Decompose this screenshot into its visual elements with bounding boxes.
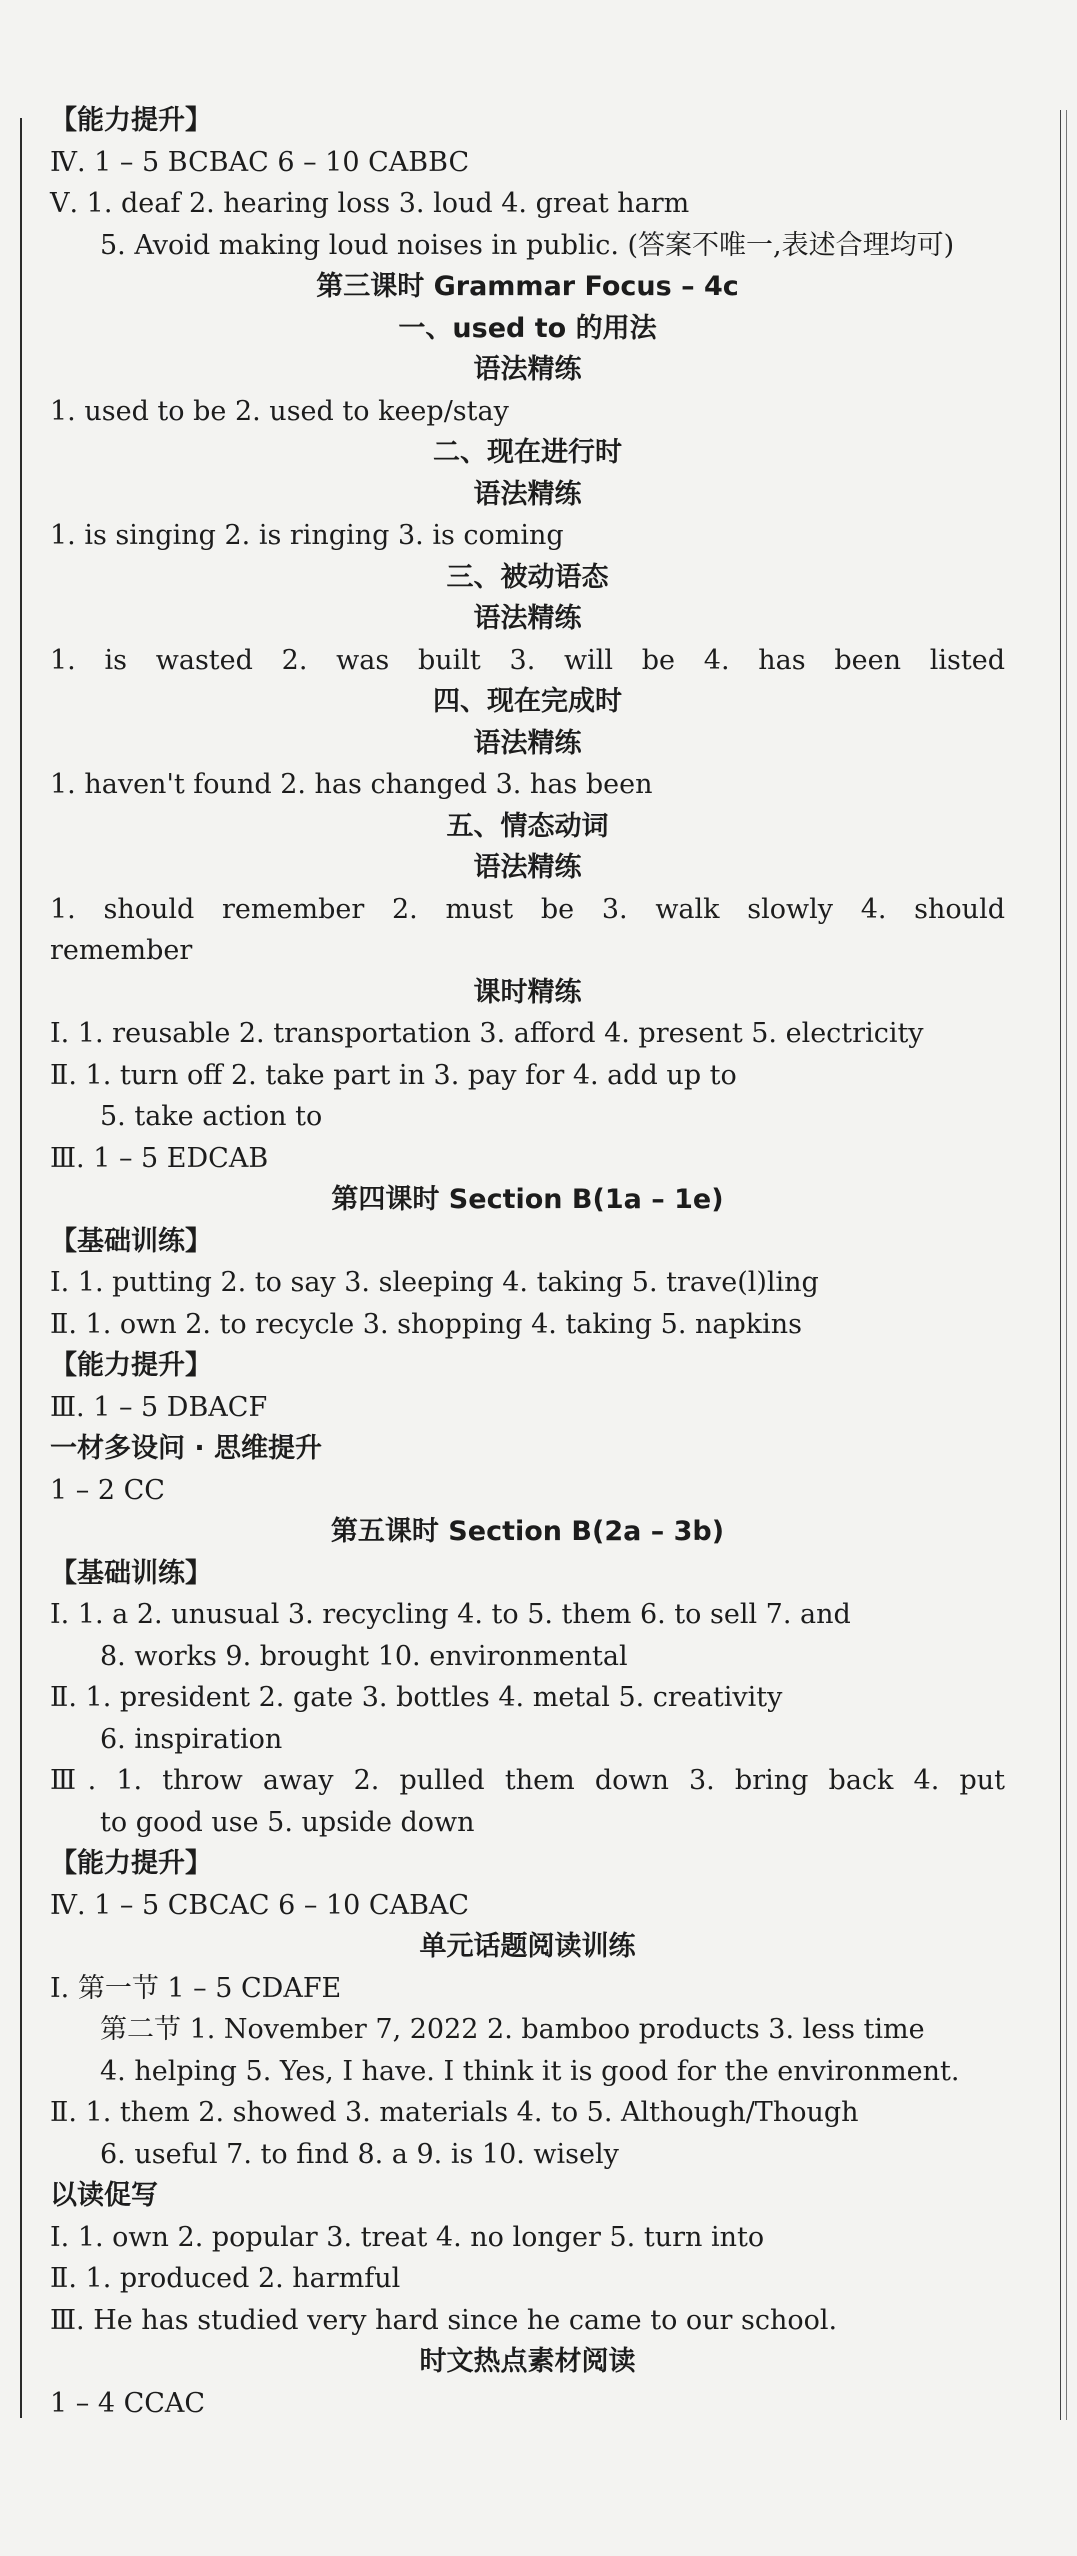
answer-line: 1. should remember 2. must be 3. walk slowly 4. should [50,893,1005,925]
section-heading: 三、被动语态 [446,561,609,593]
section-heading: 五、情态动词 [446,810,609,842]
answer-line: remember [50,935,193,966]
answer-line: 5. Avoid making loud noises in public. (答案不唯一,表述合理均可) [100,229,955,261]
answer-line: Ⅱ. 1. them 2. showed 3. materials 4. to 5. Although/Though [50,2097,859,2128]
answer-line: Ⅲ. 1. throw away 2. pulled them down 3. bring back 4. put [50,1765,1005,1796]
answer-line: Ⅳ. 1 – 5 BCBAC 6 – 10 CABBC [50,146,470,178]
section-heading: 语法精练 [473,603,582,634]
subsection-label: 一材多设问 · 思维提升 [50,1433,323,1464]
answer-line: Ⅱ. 1. produced 2. harmful [50,2263,401,2294]
section-heading: 单元话题阅读训练 [419,1931,636,1962]
section-heading: 课时精练 [473,976,582,1008]
subsection-label: 以读促写 [50,2180,158,2211]
answer-line: Ⅱ. 1. president 2. gate 3. bottles 4. metal 5. creativity [50,1682,783,1713]
answer-line: Ⅱ. 1. turn off 2. take part in 3. pay for 4. add up to [50,1059,737,1091]
answer-line: 8. works 9. brought 10. environmental [100,1640,628,1672]
section-heading: 时文热点素材阅读 [419,2346,636,2377]
answer-line: Ⅰ. 1. a 2. unusual 3. recycling 4. to 5. them 6. to sell 7. and [50,1599,851,1630]
answer-line: Ⅰ. 1. reusable 2. transportation 3. afford 4. present 5. electricity [50,1018,924,1049]
answer-line: 1 – 2 CC [50,1474,165,1506]
subsection-label: 【能力提升】 [50,105,212,136]
answer-line: 6. useful 7. to find 8. a 9. is 10. wisely [100,2138,619,2170]
answer-line: Ⅱ. 1. own 2. to recycle 3. shopping 4. taking 5. napkins [50,1308,803,1340]
answer-line: 1 – 4 CCAC [50,2387,206,2419]
answer-line: Ⅲ. 1 – 5 EDCAB [50,1142,269,1174]
answer-line: 4. helping 5. Yes, I have. I think it is good for the environment. [100,2055,960,2087]
answer-line: 1. used to be 2. used to keep/stay [50,395,509,427]
right-margin-rule-outer [1066,110,1067,2420]
answer-line: Ⅴ. 1. deaf 2. hearing loss 3. loud 4. great harm [50,188,690,219]
answer-line: Ⅲ. 1 – 5 DBACF [50,1391,268,1423]
answer-line: Ⅲ. He has studied very hard since he came to our school. [50,2304,838,2336]
subsection-label: 【能力提升】 [50,1848,212,1879]
section-heading: 四、现在完成时 [433,686,622,717]
section-heading: 语法精练 [473,478,582,510]
section-heading: 语法精练 [473,354,582,385]
section-heading: 一、used to 的用法 [398,312,657,344]
answer-line: Ⅰ. 1. putting 2. to say 3. sleeping 4. taking 5. trave(l)ling [50,1267,819,1298]
answer-line: 1. is singing 2. is ringing 3. is coming [50,520,564,551]
section-heading: 第三课时 Grammar Focus – 4c [316,271,739,302]
answer-line: Ⅳ. 1 – 5 CBCAC 6 – 10 CABAC [50,1889,470,1921]
right-margin-rule [1060,110,1061,2420]
answer-line: to good use 5. upside down [100,1806,475,1838]
section-heading: 语法精练 [473,852,582,883]
answer-line: 第二节 1. November 7, 2022 2. bamboo products 3. less time [100,2014,925,2045]
answer-line: 1. haven't found 2. has changed 3. has been [50,769,653,800]
subsection-label: 【基础训练】 [50,1557,212,1589]
section-heading: 第四课时 Section B(1a – 1e) [331,1184,724,1215]
answer-line: 1. is wasted 2. was built 3. will be 4. has been listed [50,644,1005,676]
section-heading: 二、现在进行时 [433,437,622,468]
answer-key-content [50,100,1005,2424]
section-heading: 第五课时 Section B(2a – 3b) [330,1516,725,1547]
answer-line: 6. inspiration [100,1723,283,1755]
answer-line: Ⅰ. 1. own 2. popular 3. treat 4. no longer 5. turn into [50,2221,765,2253]
subsection-label: 【能力提升】 [50,1350,212,1381]
answer-line: Ⅰ. 第一节 1 – 5 CDAFE [50,1972,342,2004]
left-margin-rule [20,118,22,2418]
answer-line: 5. take action to [100,1101,323,1132]
subsection-label: 【基础训练】 [50,1225,212,1257]
section-heading: 语法精练 [473,727,582,759]
